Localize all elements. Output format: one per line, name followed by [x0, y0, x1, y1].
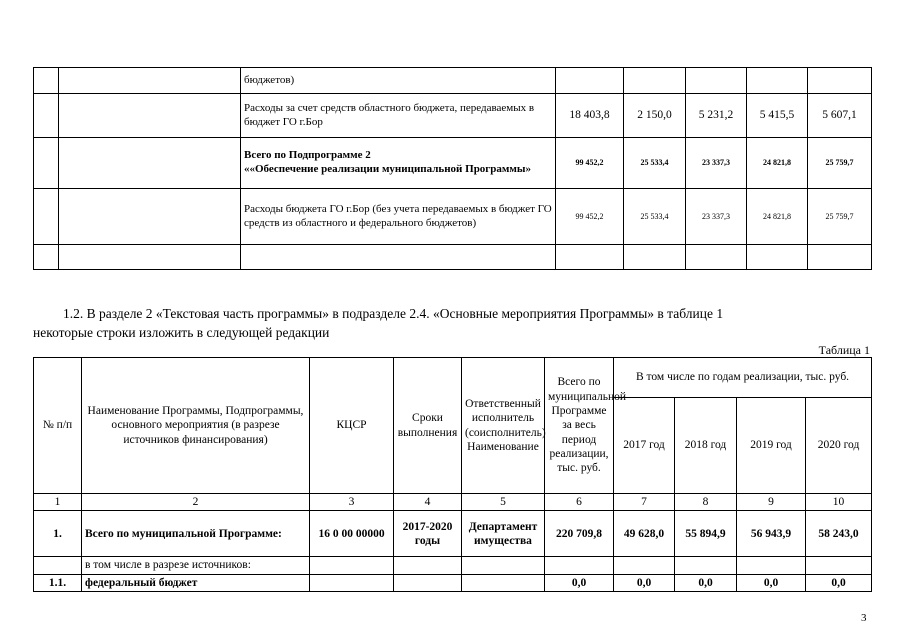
- budget-continuation-table: [33, 67, 872, 270]
- row-label: Всего по Подпрограмме 2 ««Обеспечение реализации муниципальной Программы»: [241, 138, 556, 189]
- table-row: Всего по Подпрограмме 2 ««Обеспечение реализации муниципальной Программы» 99 452,2 25 533,4 23 337,3 24 821,8 25 759,7: [34, 138, 872, 189]
- table-row: в том числе в разрезе источников:: [34, 557, 872, 574]
- header-year: 2017 год: [614, 398, 675, 494]
- table-row: Расходы за счет средств областного бюджета, передаваемых в бюджет ГО г.Бор 18 403,8 2 150,0 5 231,2 5 415,5 5 607,1: [34, 94, 872, 138]
- column-number-row: 1 2 3 4 5 6 7 8 9 10: [34, 494, 872, 511]
- header-total: Всего по муниципальной Программе за весь период реализации, тыс. руб.: [545, 358, 614, 494]
- header-row: [34, 358, 872, 398]
- header-kcsr: КЦСР: [310, 358, 394, 494]
- table-row: 1.1. федеральный бюджет 0,0 0,0 0,0 0,0 0,0: [34, 574, 872, 591]
- table-label: Таблица 1: [818, 343, 870, 357]
- header-name: Наименование Программы, Подпрограммы, основного мероприятия (в разрезе источников финансирования): [82, 358, 310, 494]
- header-years-group: В том числе по годам реализации, тыс. руб.: [614, 358, 872, 398]
- table-row: 1. Всего по муниципальной Программе: 16 0 00 00000 2017-2020 годы Департамент имущества 220 709,8 49 628,0 55 894,9 56 943,9 58 243,0: [34, 511, 872, 557]
- program-funding-table: [33, 357, 872, 592]
- header-responsible: Ответственный исполнитель (соисполнитель) Наименование: [462, 358, 545, 494]
- header-terms: Сроки выполнения: [394, 358, 462, 494]
- paragraph-line-2: некоторые строки изложить в следующей редакции: [33, 325, 330, 340]
- table-row: [34, 245, 872, 270]
- table-row: [34, 68, 872, 94]
- row-label: бюджетов): [241, 68, 556, 94]
- header-num: № п/п: [34, 358, 82, 494]
- header-year: 2020 год: [806, 398, 872, 494]
- table-row: Расходы бюджета ГО г.Бор (без учета передаваемых в бюджет ГО средств из областного и федерального бюджетов) 99 452,2 25 533,4 23 337,3 24 821,8 25 759,7: [34, 189, 872, 245]
- row-label: Расходы бюджета ГО г.Бор (без учета передаваемых в бюджет ГО средств из областного и федерального бюджетов): [241, 189, 556, 245]
- page-number: 3: [861, 612, 867, 624]
- row-label: Расходы за счет средств областного бюджета, передаваемых в бюджет ГО г.Бор: [241, 94, 556, 138]
- header-year: 2019 год: [737, 398, 806, 494]
- paragraph-line-1: 1.2. В разделе 2 «Текстовая часть программы» в подразделе 2.4. «Основные мероприятия Программы» в таблице 1: [63, 306, 724, 321]
- header-year: 2018 год: [675, 398, 737, 494]
